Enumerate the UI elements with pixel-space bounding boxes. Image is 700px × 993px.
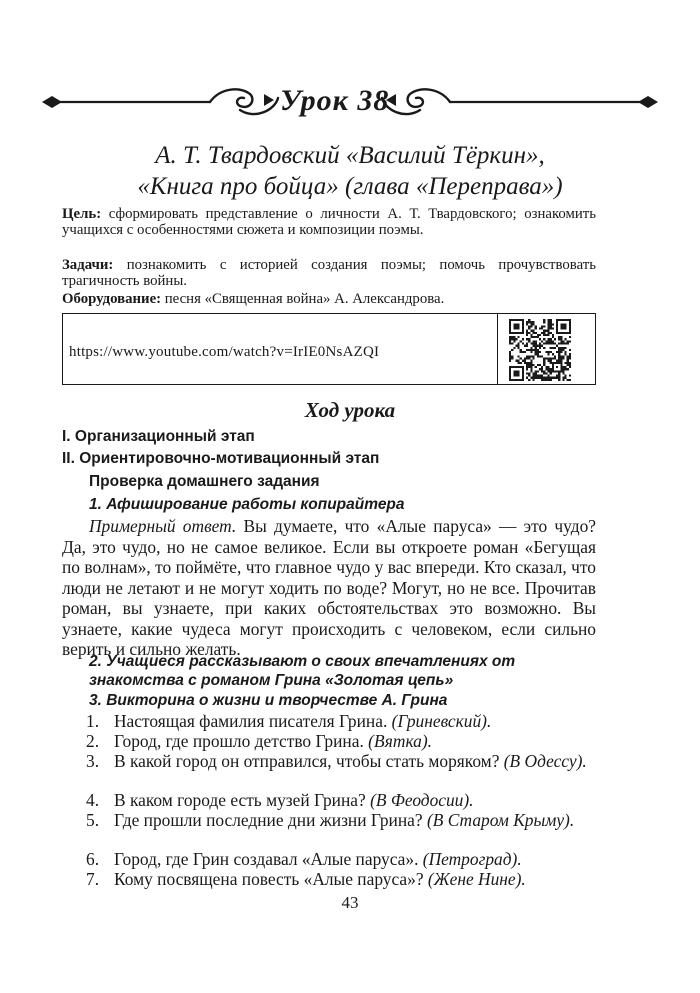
- lesson-flow-title: Ход урока: [304, 398, 396, 422]
- work-title-line-2: «Книга про бойца» (глава «Переправа»): [137, 173, 563, 200]
- quiz-question: Где прошли последние дни жизни Грина?: [114, 810, 427, 830]
- video-link-box: [62, 313, 596, 385]
- tasks-paragraph: [62, 257, 596, 289]
- quiz-question: В какой город он отправился, чтобы стать моряком?: [114, 751, 504, 771]
- link-box-divider: [497, 314, 498, 384]
- item-3-heading: 3. Викторина о жизни и творчестве А. Грина: [89, 692, 448, 709]
- video-link[interactable]: https://www.youtube.com/watch?v=IrIE0NsAZQI: [69, 344, 380, 360]
- homework-check-heading: Проверка домашнего задания: [89, 473, 320, 490]
- item-2-heading: 2. Учащиеся рассказывают о своих впечатлениях от знакомства с романом Грина «Золотая цепь»: [89, 653, 516, 689]
- sample-answer-text: Вы думаете, что «Алые паруса» — это чудо? Да, это чудо, но не самое великое. Если вы откроете роман «Бегущая по волнам», то поймёте, что главное чудо у вас впереди. Кто сказал, что люди не летают и не могут ходить по воде? Могут, но не все. Прочитав роман, вы узнаете, при каких обстоятельствах это возможно. Вы узнаете, какие чудеса могут происходить с человеком, если сильно верить и сильно желать.: [62, 516, 597, 659]
- quiz-answer: (В Старом Крыму).: [426, 810, 575, 830]
- quiz-question: Город, где Грин создавал «Алые паруса».: [114, 849, 423, 869]
- tasks-label: Задачи:: [62, 257, 114, 273]
- equipment-paragraph: [62, 291, 596, 307]
- equipment-text: песня «Священная война» А. Александрова.: [161, 291, 445, 307]
- sample-answer-label: Примерный ответ.: [89, 516, 237, 536]
- quiz-question: В каком городе есть музей Грина?: [114, 790, 371, 810]
- goal-paragraph: [62, 206, 596, 238]
- quiz-answer: (Петроград).: [422, 849, 522, 869]
- qr-code-icon[interactable]: [509, 319, 571, 381]
- stage-organizational: I. Организационный этап: [62, 428, 255, 445]
- quiz-question: Настоящая фамилия писателя Грина.: [114, 711, 392, 731]
- work-title-line-1: А. Т. Твардовский «Василий Тёркин»,: [155, 142, 545, 169]
- stage-motivational: II. Ориентировочно-мотивационный этап: [62, 450, 380, 467]
- goal-label: Цель:: [62, 206, 102, 222]
- lesson-title: Урок 38: [280, 84, 390, 117]
- quiz-number: 5.: [86, 810, 100, 830]
- quiz-answer: (Жене Нине).: [427, 869, 526, 889]
- page-number: 43: [341, 893, 359, 912]
- quiz-number: 4.: [86, 790, 100, 810]
- tasks-text: познакомить с историей создания поэмы; помочь прочувствовать трагичность войны.: [62, 257, 596, 289]
- quiz-answer: (Гриневский).: [391, 711, 492, 731]
- equipment-label: Оборудование:: [62, 291, 162, 307]
- quiz-question: Кому посвящена повесть «Алые паруса»?: [114, 869, 428, 889]
- quiz-number: 6.: [86, 849, 100, 869]
- goal-text: сформировать представление о личности А. Т. Твардовского; ознакомить учащихся с особенностями сюжета и композиции поэмы.: [62, 206, 596, 238]
- item-1-heading: 1. Афиширование работы копирайтера: [89, 496, 405, 513]
- sample-answer-paragraph: [62, 516, 596, 660]
- quiz-number: 7.: [86, 869, 100, 889]
- quiz-number: 1.: [86, 711, 100, 731]
- quiz-answer: (В Феодосии).: [370, 790, 474, 810]
- quiz-number: 2.: [86, 731, 100, 751]
- quiz-answer: (Вятка).: [368, 731, 432, 751]
- quiz-question: Город, где прошло детство Грина.: [114, 731, 369, 751]
- quiz-number: 3.: [86, 751, 100, 771]
- quiz-answer: (В Одессу).: [503, 751, 587, 771]
